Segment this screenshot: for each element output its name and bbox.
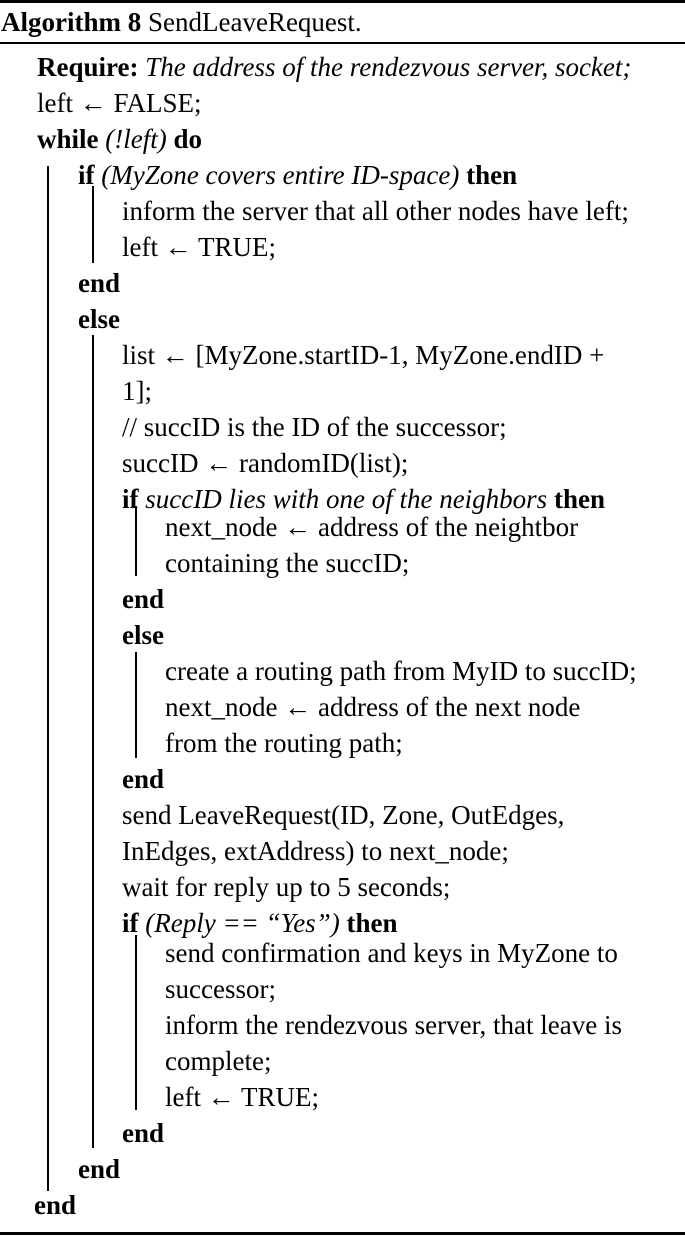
send-line: send LeaveRequest(ID, Zone, OutEdges, bbox=[122, 800, 565, 830]
if-keyword: if bbox=[122, 484, 139, 514]
init-line: left ← FALSE; bbox=[37, 88, 202, 118]
caption-rule bbox=[0, 42, 685, 44]
list-line-cont: 1]; bbox=[122, 376, 152, 406]
if-keyword: if bbox=[122, 908, 139, 938]
comment-line: // succID is the ID of the successor; bbox=[122, 412, 507, 442]
while-block-guide bbox=[47, 166, 49, 1191]
else1-line: else bbox=[78, 304, 120, 334]
next-node2-line-cont: from the routing path; bbox=[165, 728, 403, 758]
end-if2-line: end bbox=[122, 584, 165, 614]
if3-block-guide bbox=[135, 935, 137, 1110]
next-node2-line: next_node ← address of the next node bbox=[165, 692, 581, 722]
if1-line bbox=[78, 157, 517, 193]
algorithm-label: Algorithm 8 bbox=[1, 7, 142, 37]
while-condition: (!left) bbox=[105, 124, 167, 154]
end-if3-line: end bbox=[122, 1118, 165, 1148]
send-line-cont: InEdges, extAddress) to next_node; bbox=[122, 836, 509, 866]
next-node-line: next_node ← address of the neightbor bbox=[165, 512, 579, 542]
next-node-line-cont: containing the succID; bbox=[165, 548, 410, 578]
else2-line: else bbox=[122, 620, 164, 650]
inform-rendezvous-line-cont: complete; bbox=[165, 1046, 272, 1076]
left-true-line: left ← TRUE; bbox=[122, 232, 276, 262]
require-line bbox=[37, 49, 631, 85]
if2-condition: succID lies with one of the neighbors bbox=[145, 484, 548, 514]
inform-rendezvous-line: inform the rendezvous server, that leave is bbox=[165, 1010, 622, 1040]
end-while-line: end bbox=[34, 1190, 77, 1220]
then-keyword: then bbox=[466, 160, 518, 190]
confirm-line-cont: successor; bbox=[165, 974, 276, 1004]
end-if1-line: end bbox=[78, 268, 121, 298]
algorithm-caption bbox=[1, 3, 362, 41]
bottom-rule bbox=[0, 1232, 685, 1235]
require-keyword: Require: bbox=[37, 52, 139, 82]
then-keyword: then bbox=[346, 908, 398, 938]
list-line: list ← [MyZone.startID-1, MyZone.endID + bbox=[122, 340, 605, 370]
if1-condition: (MyZone covers entire ID-space) bbox=[101, 160, 460, 190]
while-keyword: while bbox=[37, 124, 99, 154]
end-else1-line: end bbox=[78, 1154, 121, 1184]
end-else2-line: end bbox=[122, 764, 165, 794]
algorithm-name: SendLeaveRequest. bbox=[147, 7, 362, 37]
else2-block-guide bbox=[135, 652, 137, 758]
do-keyword: do bbox=[173, 124, 203, 154]
if-keyword: if bbox=[78, 160, 95, 190]
if3-condition: (Reply == “Yes”) bbox=[145, 908, 340, 938]
inform-all-left-line: inform the server that all other nodes have left; bbox=[122, 196, 629, 226]
else1-block-guide bbox=[92, 335, 94, 1148]
while-line bbox=[37, 121, 202, 157]
wait-line: wait for reply up to 5 seconds; bbox=[122, 872, 451, 902]
require-text: The address of the rendezvous server, socket; bbox=[145, 52, 632, 82]
succ-assign-line: succID ← randomID(list); bbox=[122, 448, 409, 478]
left-true-line-2: left ← TRUE; bbox=[165, 1082, 319, 1112]
create-path-line: create a routing path from MyID to succID; bbox=[165, 656, 637, 686]
then-keyword: then bbox=[553, 484, 605, 514]
if1-block-guide bbox=[92, 186, 94, 263]
confirm-line: send confirmation and keys in MyZone to bbox=[165, 938, 618, 968]
